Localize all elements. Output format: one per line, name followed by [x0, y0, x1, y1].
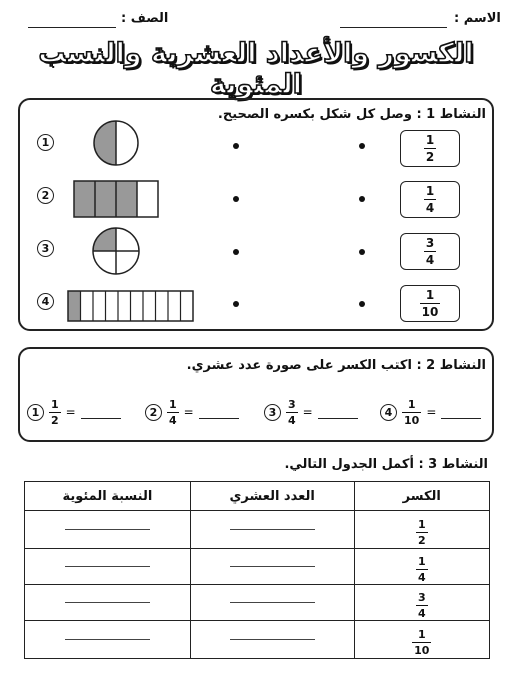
connect-dot-right-4[interactable] [359, 301, 365, 307]
decimal-cell[interactable] [190, 511, 354, 549]
numerator: 1 [425, 184, 435, 198]
fraction-box-2 [400, 181, 460, 218]
fraction-cell [354, 621, 489, 659]
equals-sign: = [183, 405, 194, 419]
numerator: 1 [417, 518, 426, 531]
denominator: 10 [404, 413, 420, 427]
quarter-circle-shape [91, 226, 141, 276]
table-header-row [25, 482, 490, 511]
shaded-half [94, 121, 116, 165]
completion-table [24, 481, 490, 659]
quarter-bar-shape [73, 180, 159, 218]
row-fraction [412, 629, 431, 656]
decimal-cell[interactable] [190, 549, 354, 585]
answer-blank[interactable] [65, 639, 150, 640]
numerator: 3 [425, 236, 435, 250]
fraction-4 [420, 289, 441, 318]
answer-blank[interactable] [199, 418, 239, 419]
item-number: 2 [145, 404, 162, 421]
answer-blank[interactable] [65, 566, 150, 567]
denominator: 2 [425, 150, 435, 164]
row-number-1: 1 [37, 134, 54, 151]
name-field[interactable] [340, 27, 447, 28]
item-number: 4 [380, 404, 397, 421]
row-number-4: 4 [37, 293, 54, 310]
connect-dot-left-3[interactable] [233, 249, 239, 255]
answer-blank[interactable] [318, 418, 358, 419]
numerator: 1 [169, 397, 177, 411]
percentage-cell[interactable] [25, 621, 191, 659]
row-fraction [416, 556, 428, 583]
denominator: 4 [417, 571, 426, 584]
row-number-2: 2 [37, 187, 54, 204]
numerator: 1 [407, 397, 416, 411]
name-label: الاسم : [454, 11, 501, 26]
class-field[interactable] [28, 27, 116, 28]
connect-dot-left-1[interactable] [233, 143, 239, 149]
row-number-3: 3 [37, 240, 54, 257]
numerator: 3 [417, 591, 426, 604]
answer-blank[interactable] [65, 529, 150, 530]
half-circle-shape [92, 119, 140, 167]
item-fraction [402, 399, 421, 426]
numerator: 1 [417, 628, 426, 641]
connect-dot-right-3[interactable] [359, 249, 365, 255]
equals-sign: = [302, 405, 313, 419]
numerator: 3 [288, 397, 296, 411]
fraction-3 [424, 237, 436, 266]
table-row [25, 511, 490, 549]
answer-blank[interactable] [81, 418, 121, 419]
convert-item-2 [145, 397, 239, 427]
table-row [25, 621, 490, 659]
activity2-title: النشاط 2 : اكتب الكسر على صورة عدد عشري. [186, 358, 486, 373]
denominator: 4 [425, 201, 435, 215]
denominator: 10 [414, 644, 430, 657]
connect-dot-right-2[interactable] [359, 196, 365, 202]
denominator: 4 [288, 413, 296, 427]
denominator: 4 [425, 253, 435, 267]
connect-dot-right-1[interactable] [359, 143, 365, 149]
page-title: الكسور والأعداد العشرية والنسب المئوية [38, 38, 474, 100]
fraction-cell [354, 549, 489, 585]
equals-sign: = [65, 405, 76, 419]
fraction-cell [354, 511, 489, 549]
tenths-bar-shape [67, 290, 195, 322]
connect-dot-left-4[interactable] [233, 301, 239, 307]
percentage-cell[interactable] [25, 585, 191, 621]
column-header-percentage: النسبة المئوية [25, 482, 191, 511]
answer-blank[interactable] [441, 418, 481, 419]
fraction-box-3 [400, 233, 460, 270]
percentage-cell[interactable] [25, 549, 191, 585]
denominator: 4 [169, 413, 177, 427]
activity1-title: النشاط 1 : وصل كل شكل بكسره الصحيح. [217, 107, 486, 122]
decimal-cell[interactable] [190, 621, 354, 659]
fraction-cell [354, 585, 489, 621]
answer-blank[interactable] [230, 529, 315, 530]
denominator: 4 [417, 607, 426, 620]
row-fraction [416, 592, 428, 619]
item-fraction [49, 399, 61, 426]
convert-item-3 [264, 397, 358, 427]
equals-sign: = [426, 405, 437, 419]
connect-dot-left-2[interactable] [233, 196, 239, 202]
item-number: 3 [264, 404, 281, 421]
table-row [25, 585, 490, 621]
row-fraction [416, 519, 428, 546]
column-header-fraction: الكسر [354, 482, 489, 511]
fraction-box-1 [400, 130, 460, 167]
item-number: 1 [27, 404, 44, 421]
activity3-title: النشاط 3 : أكمل الجدول التالي. [284, 457, 488, 472]
decimal-cell[interactable] [190, 585, 354, 621]
convert-item-1 [27, 397, 121, 427]
convert-item-4 [380, 397, 481, 427]
fraction-1 [424, 134, 436, 163]
class-label: الصف : [121, 11, 169, 26]
table-row [25, 549, 490, 585]
fraction-2 [424, 185, 436, 214]
answer-blank[interactable] [230, 639, 315, 640]
answer-blank[interactable] [65, 602, 150, 603]
numerator: 1 [417, 555, 426, 568]
numerator: 1 [425, 288, 435, 302]
denominator: 10 [421, 305, 439, 319]
percentage-cell[interactable] [25, 511, 191, 549]
numerator: 1 [51, 397, 59, 411]
numerator: 1 [425, 133, 435, 147]
answer-blank[interactable] [230, 566, 315, 567]
denominator: 2 [51, 413, 59, 427]
answer-blank[interactable] [230, 602, 315, 603]
column-header-decimal: العدد العشري [190, 482, 354, 511]
item-fraction [167, 399, 179, 426]
fraction-box-4 [400, 285, 460, 322]
item-fraction [286, 399, 298, 426]
denominator: 2 [417, 534, 426, 547]
